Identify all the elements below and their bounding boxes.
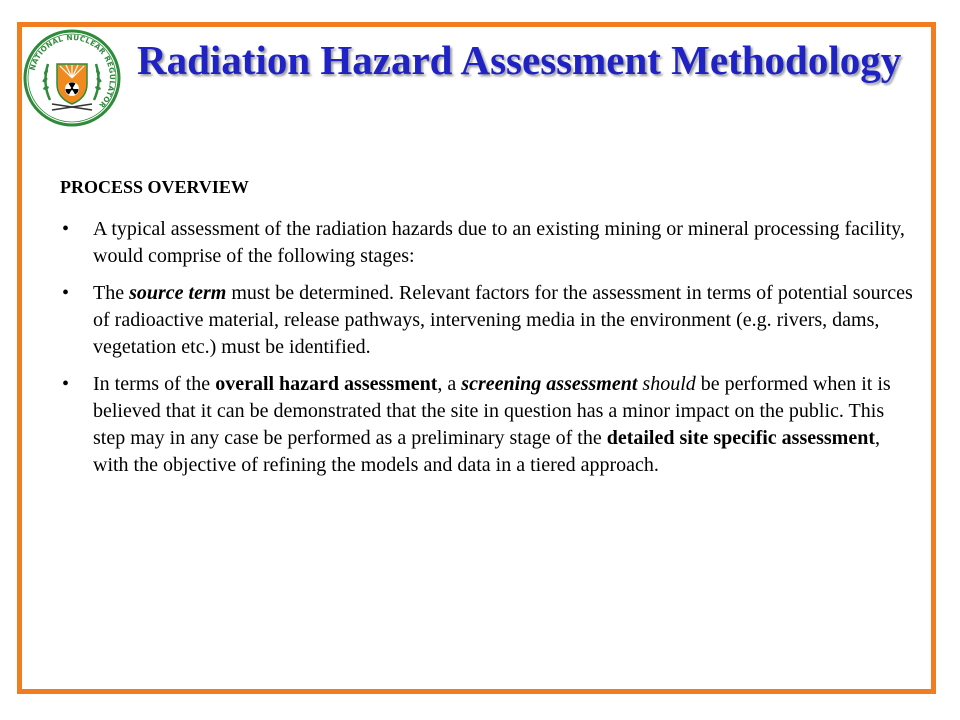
- bullet-dot-icon: •: [62, 282, 70, 304]
- bullet-item: • The source term must be determined. Relevant factors for the assessment in terms of potential sources of radioactive material, release pathways, intervening media in the environment (e.g. rivers, dams, vegetation etc.) must be identified.: [62, 282, 913, 358]
- bullet-item: • A typical assessment of the radiation hazards due to an existing mining or mineral processing facility, would comprise of the following stages:: [62, 218, 905, 267]
- bullet-dot-icon: •: [62, 373, 70, 395]
- national-nuclear-regulator-logo: [22, 28, 122, 128]
- logo-ring-text: NATIONAL NUCLEAR REGULATOR: [27, 32, 118, 111]
- emphasis-source-term: source term: [129, 282, 227, 304]
- slide-title: Radiation Hazard Assessment Methodology: [137, 37, 902, 83]
- bullet-list: [60, 216, 920, 489]
- section-heading: PROCESS OVERVIEW: [60, 177, 249, 197]
- emphasis-screening-assessment: screening assessment: [461, 373, 638, 395]
- emphasis-overall-hazard-assessment: overall hazard assessment: [215, 373, 438, 395]
- emphasis-should: should: [642, 373, 696, 395]
- emphasis-detailed-site-specific-assessment: detailed site specific assessment: [606, 427, 875, 449]
- bullet-dot-icon: •: [62, 218, 70, 240]
- bullet-item: • In terms of the overall hazard assessment, a screening assessment should be performed when it is believed that it can be demonstrated that the site in question has a minor impact on the public. This step may in any case be performed as a preliminary stage of the detailed site specific assessment, with the objective of refining the models and data in a tiered approach.: [62, 373, 891, 476]
